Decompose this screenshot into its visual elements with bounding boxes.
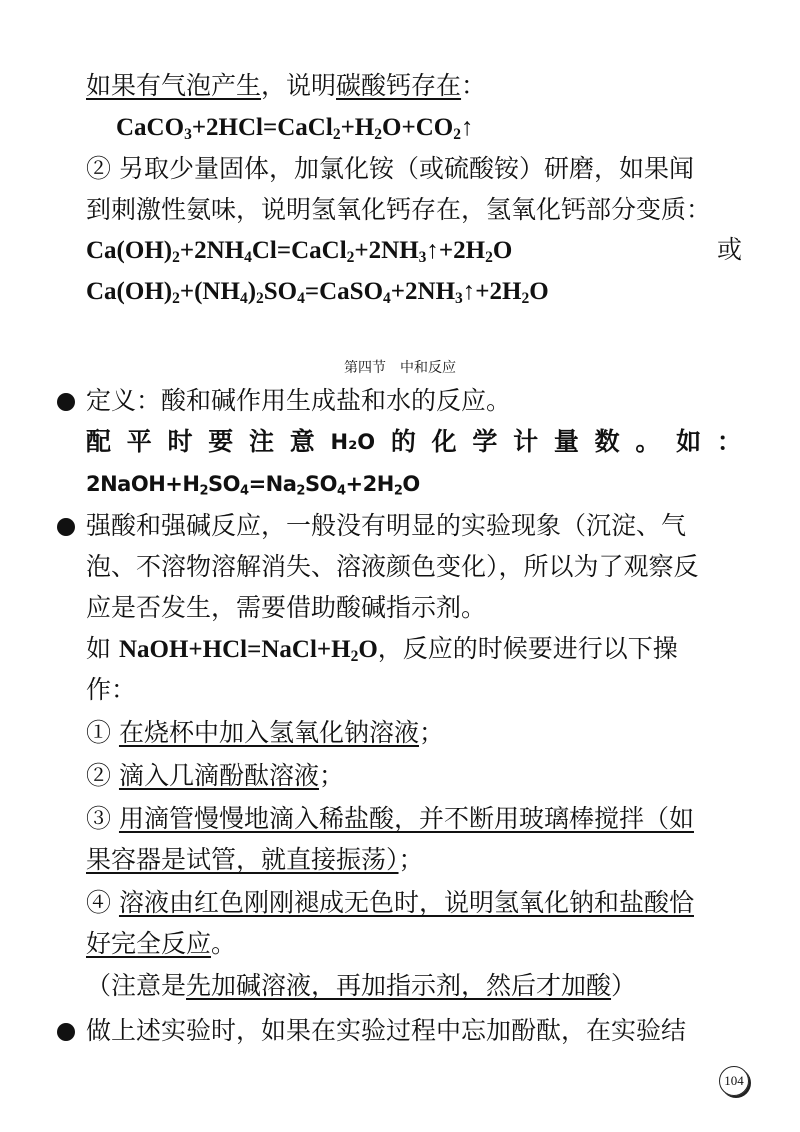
text-line-step2: ② 另取少量固体，加氯化铵（或硫酸铵）研磨，如果闻 xyxy=(86,154,694,183)
underlined-text: 碳酸钙存在 xyxy=(336,71,462,100)
text-line-ammonia: 到刺激性氨味，说明氢氧化钙存在，氢氧化钙部分变质： xyxy=(86,195,712,224)
spaced-word: 。 xyxy=(635,427,661,456)
spaced-word: 注 xyxy=(249,427,275,456)
text-line-example: 如 $NaOH+HCl=NaCl+H_2O$，反应的时候要进行以下操 xyxy=(86,634,678,665)
spaced-word: 意 xyxy=(289,427,315,456)
step-4-cont: 好完全反应。 xyxy=(86,929,237,958)
equation-naoh-h2so4: $2NaOH+H_2SO_4=Na_2SO_4+2H_2O$ xyxy=(86,472,420,499)
spaced-word: 计 xyxy=(513,427,539,456)
spaced-word: 如 xyxy=(676,427,702,456)
equation-nh42so4: $Ca(OH)_2+(NH_4)_2SO_4=CaSO_4+2NH_3↑+2H_2O$ xyxy=(86,278,549,307)
note-line: （注意是先加碱溶液，再加指示剂，然后才加酸） xyxy=(86,971,637,1000)
spaced-word: 时 xyxy=(167,427,193,456)
definition-line: 定义：酸和碱作用生成盐和水的反应。 xyxy=(86,386,512,415)
spaced-word: 数 xyxy=(594,427,620,456)
step-3: ③ 用滴管慢慢地滴入稀盐酸，并不断用玻璃棒搅拌（如 xyxy=(86,804,694,833)
step-2: ② 滴入几滴酚酞溶液； xyxy=(86,761,344,790)
text-line-bubble xyxy=(86,70,742,102)
text-line: 作： xyxy=(86,675,137,704)
step-4: ④ 溶液由红色刚刚褪成无色时，说明氢氧化钠和盐酸恰 xyxy=(86,888,694,917)
bullet-icon xyxy=(57,1023,75,1041)
bullet-icon xyxy=(57,393,75,411)
step-3-cont: 果容器是试管，就直接振荡）； xyxy=(86,845,424,874)
spaced-word: 要 xyxy=(208,427,234,456)
text-line: 做上述实验时，如果在实验过程中忘加酚酞，在实验结 xyxy=(86,1016,687,1045)
spaced-word: 学 xyxy=(472,427,498,456)
equation-caco3: $CaCO_3+2HCl=CaCl_2+H_2O+CO_2↑$ xyxy=(116,114,474,143)
spaced-word: 平 xyxy=(126,427,152,456)
text-line: 应是否发生，需要借助酸碱指示剂。 xyxy=(86,593,487,622)
text: ： xyxy=(461,71,487,100)
or-word: 或 xyxy=(716,237,742,264)
spaced-word: 量 xyxy=(553,427,579,456)
bullet-icon xyxy=(57,518,75,536)
step-1: ① 在烧杯中加入氢氧化钠溶液； xyxy=(86,718,444,747)
text-line: 强酸和强碱反应，一般没有明显的实验现象（沉淀、气 xyxy=(86,511,687,540)
page-number: 104 xyxy=(719,1066,749,1096)
text: ，说明 xyxy=(261,71,337,100)
equation-nh4cl: $Ca(OH)_2+2NH_4Cl=CaCl_2+2NH_3↑+2H_2O$ 或 xyxy=(86,237,742,266)
spaced-word: 配 xyxy=(86,427,112,456)
text-line: 泡、不溶物溶解消失、溶液颜色变化），所以为了观察反 xyxy=(86,552,699,581)
spaced-word: 化 xyxy=(431,427,457,456)
definition-note-line xyxy=(86,426,742,458)
spaced-word: 的 xyxy=(390,427,416,456)
section-title: 第四节 中和反应 xyxy=(344,360,456,376)
underlined-text: 如果有气泡产生 xyxy=(86,71,262,100)
spaced-word: ： xyxy=(716,427,742,456)
spaced-word: H₂O xyxy=(330,430,376,454)
equation-naoh-hcl: $NaOH+HCl=NaCl+H_2O$ xyxy=(118,636,378,665)
